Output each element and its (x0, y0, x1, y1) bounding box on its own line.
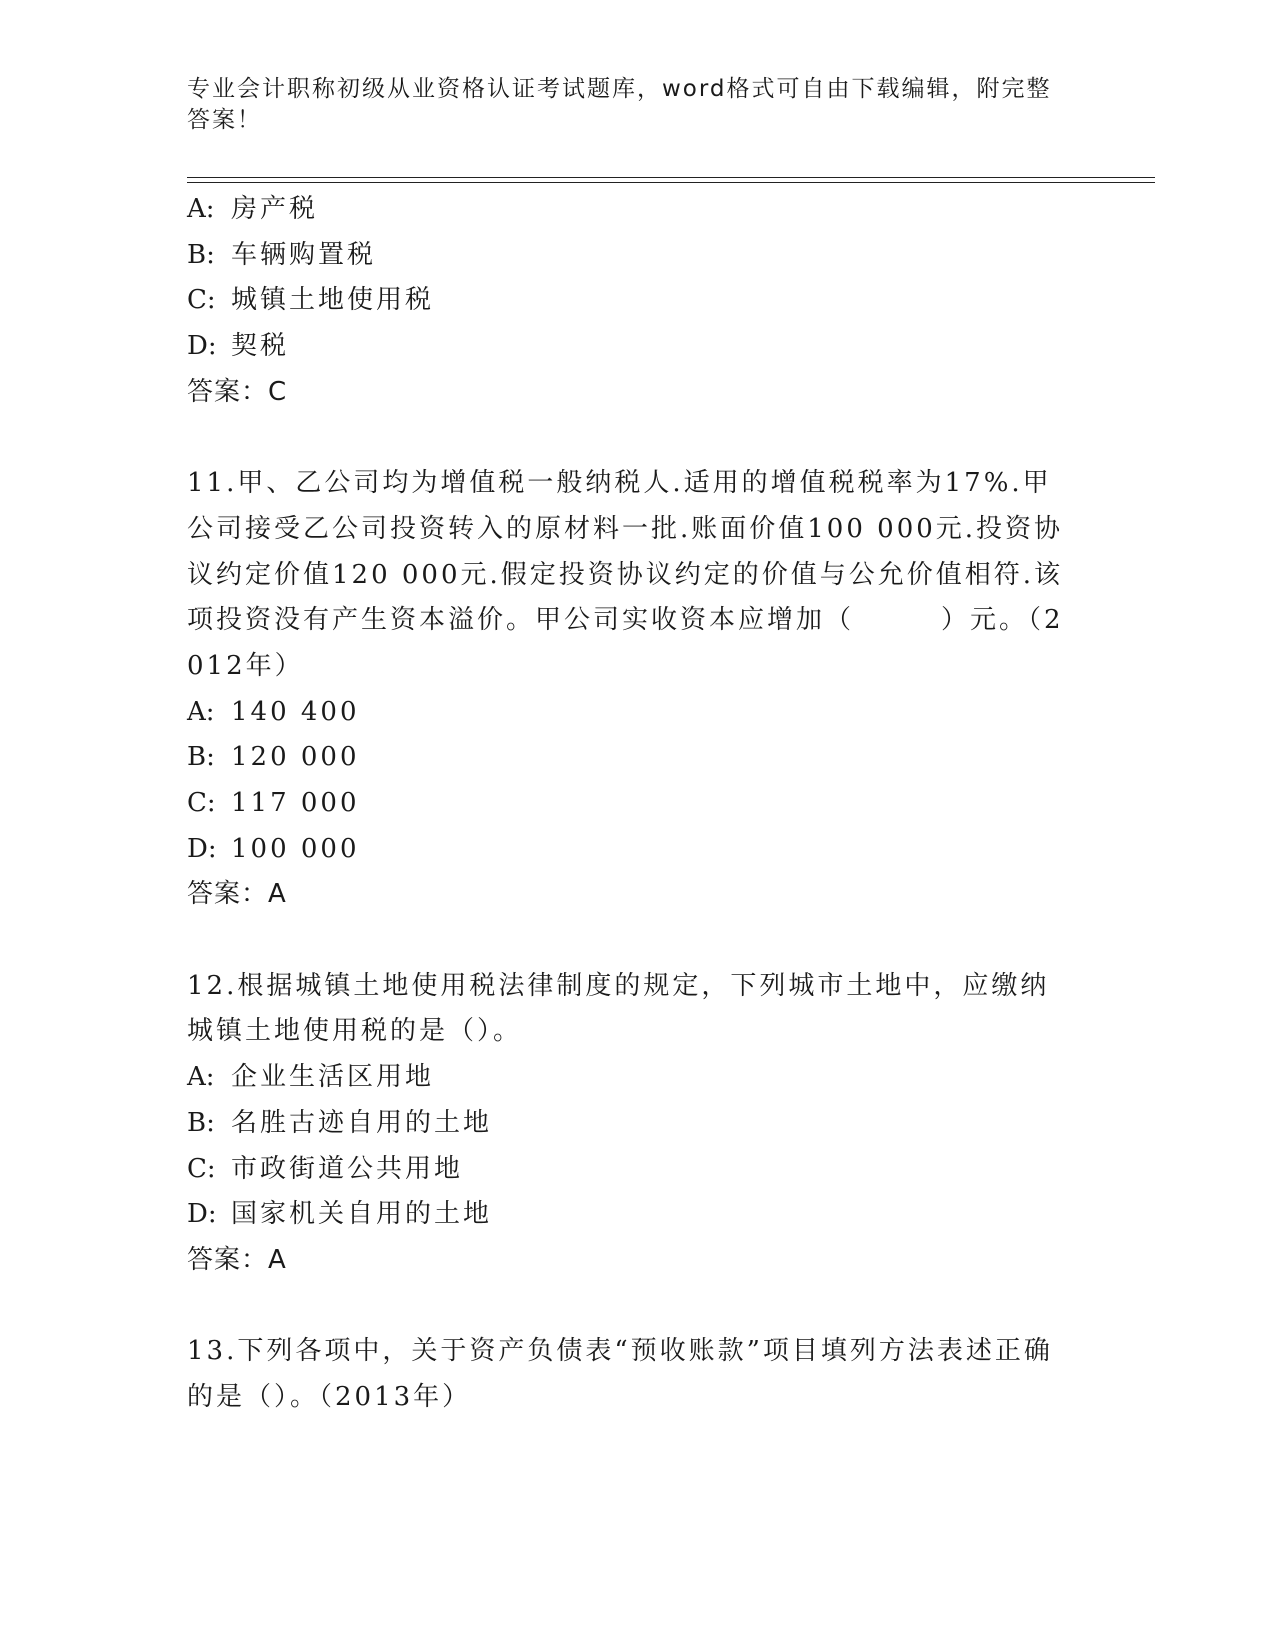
question-content (187, 187, 1087, 1421)
option-c: C: 城镇土地使用税 (187, 285, 435, 316)
option-d: D: 国家机关自用的土地 (187, 1199, 493, 1230)
option-c: C: 市政街道公共用地 (187, 1153, 464, 1184)
page-header-text: 专业会计职称初级从业资格认证考试题库，word格式可自由下载编辑，附完整答案！ (187, 76, 1052, 133)
option-c: C: 117 000 (187, 788, 360, 819)
answer-line: 答案：A (187, 879, 287, 910)
option-b: B: 名胜古迹自用的土地 (187, 1107, 493, 1138)
spacer (187, 1284, 1087, 1330)
option-b: B: 车辆购置税 (187, 239, 377, 270)
question-13-text: 13.下列各项中，关于资产负债表“预收账款”项目填列方法表述正确的是（）。（2013年） (187, 1336, 1053, 1412)
answer-line: 答案：A (187, 1244, 287, 1275)
spacer (187, 415, 1087, 461)
option-a: A: 房产税 (187, 194, 319, 224)
header-rule-bottom (187, 182, 1155, 183)
spacer (187, 918, 1087, 964)
question-11-text: 11.甲、乙公司均为增值税一般纳税人.适用的增值税税率为17%.甲公司接受乙公司投资转入的原材料一批.账面价值100 000元.投资协议约定价值120 000元.假定投资协议约定的价值与公允价值相符.该项投资没有产生资本溢价。甲公司实收资本应增加（ ）元。（2012年） (187, 468, 1064, 681)
option-a: A: 企业生活区用地 (187, 1062, 435, 1093)
option-b: B: 120 000 (187, 742, 360, 773)
option-d: D: 100 000 (187, 833, 360, 864)
option-d: D: 契税 (187, 331, 290, 362)
option-a: A: 140 400 (187, 696, 360, 727)
question-12-text: 12.根据城镇土地使用税法律制度的规定，下列城市土地中，应缴纳城镇土地使用税的是（）。 (187, 970, 1050, 1047)
answer-line: 答案：C (187, 376, 288, 407)
header-rule-top (187, 177, 1155, 178)
